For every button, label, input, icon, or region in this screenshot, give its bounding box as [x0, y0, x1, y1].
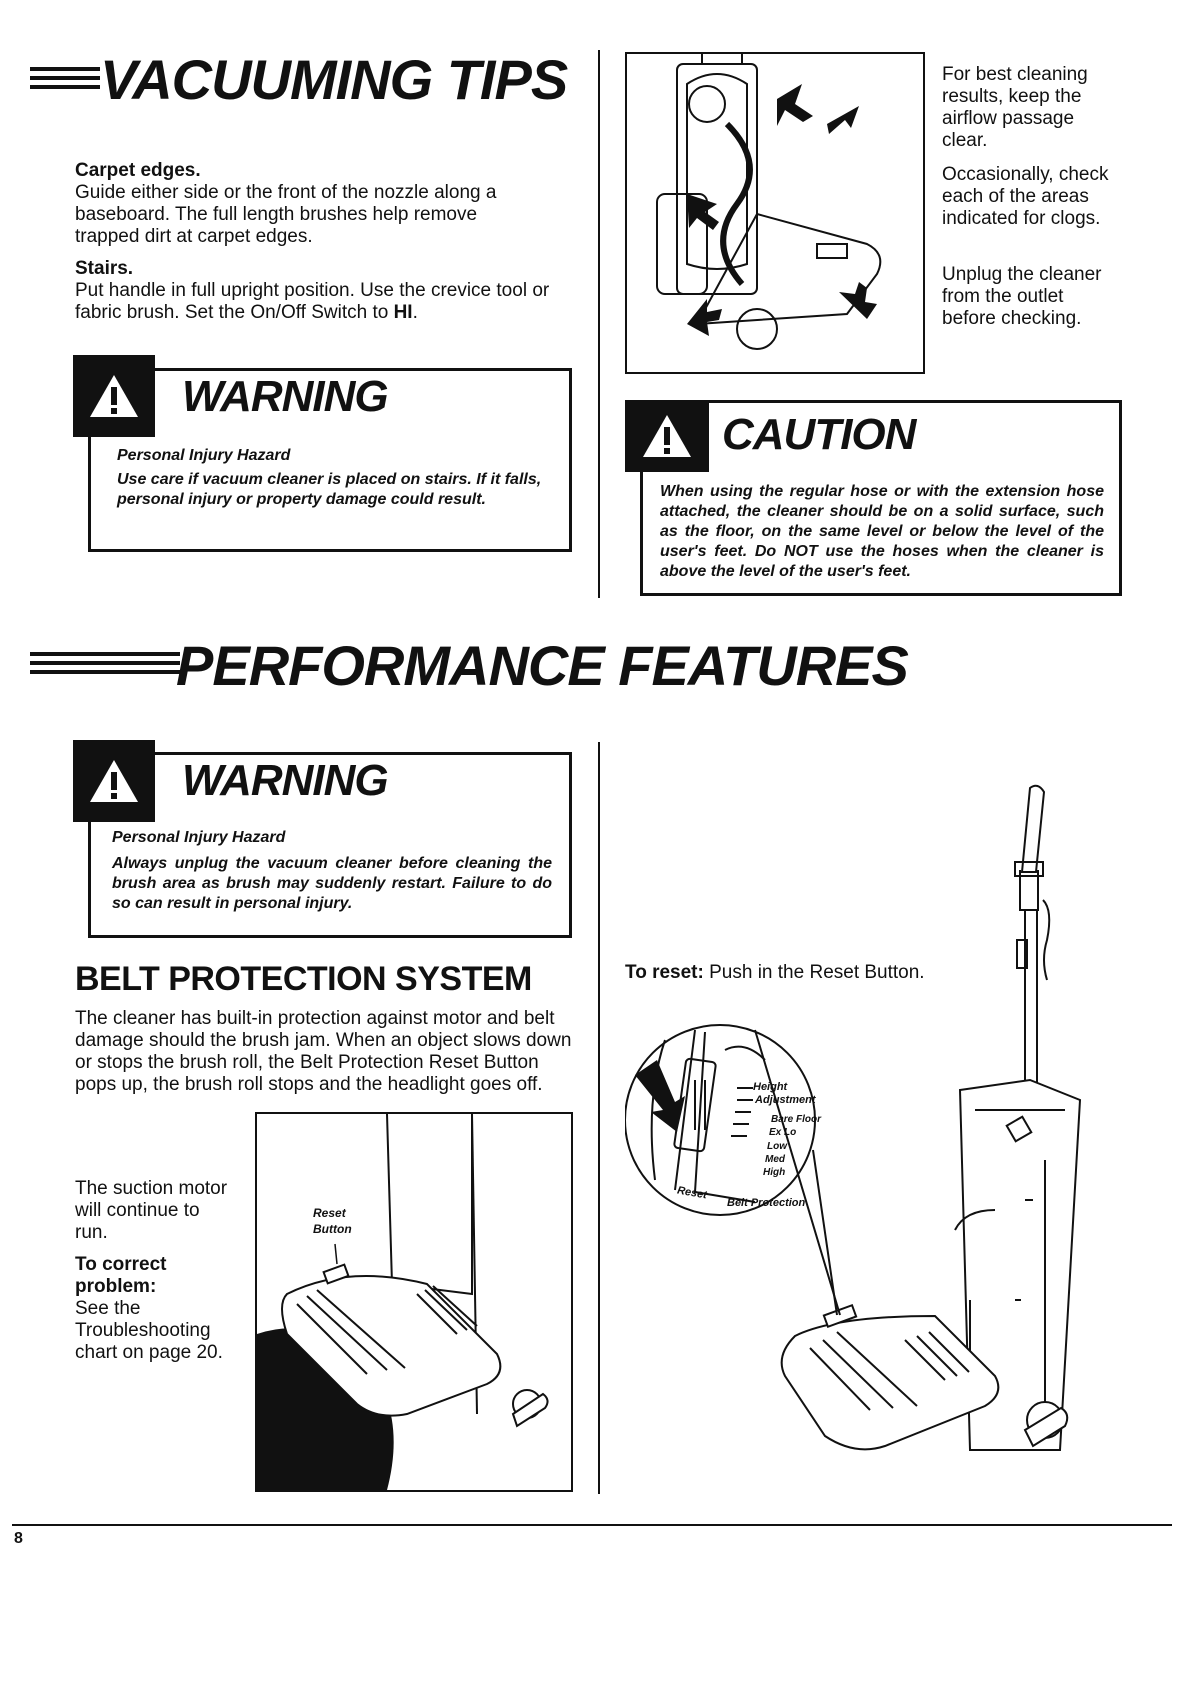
- warning-body-stairs: Use care if vacuum cleaner is placed on stairs. If it falls, personal injury or property damage could result.: [117, 471, 542, 508]
- belt-protection-heading: BELT PROTECTION SYSTEM: [75, 960, 532, 998]
- stairs-text-hi: HI: [393, 302, 413, 323]
- correct-problem-text: See the Troubleshooting chart on page 20.: [75, 1298, 223, 1363]
- warning-tab-stairs: [73, 355, 155, 437]
- column-divider-top: [598, 50, 600, 598]
- stairs-text-end: .: [412, 302, 418, 323]
- stairs-text: [75, 280, 575, 324]
- warning-title-stairs: WARNING: [182, 372, 388, 421]
- page-number: 8: [14, 1530, 23, 1547]
- airflow-figure: [625, 52, 925, 374]
- reset-button-label-1: Reset: [313, 1206, 346, 1220]
- warning-subtitle-brush: Personal Injury Hazard: [112, 829, 286, 846]
- reset-label: To reset:: [625, 962, 704, 983]
- airflow-text-2: Occasionally, check each of the areas indicated for clogs.: [942, 164, 1109, 229]
- dial-label-med: Med: [765, 1154, 785, 1165]
- upright-vacuum-figure: [625, 780, 1125, 1480]
- performance-features-title: PERFORMANCE FEATURES: [176, 634, 908, 697]
- airflow-text-1: For best cleaning results, keep the airflow passage clear.: [942, 64, 1088, 151]
- warning-subtitle-stairs: Personal Injury Hazard: [117, 447, 291, 464]
- belt-protection-body: The cleaner has built-in protection against motor and belt damage should the brush jam. When an object slows down or stops the brush roll, the Belt Protection Reset Button pops up, the brush roll stops and the headlight goes off.: [75, 1008, 572, 1095]
- dial-label-reset: Reset: [676, 1184, 708, 1202]
- carpet-edges-heading: Carpet edges.: [75, 160, 201, 181]
- vacuum-airflow-illustration: [627, 54, 923, 372]
- dial-label-low: Low: [767, 1141, 787, 1152]
- warning-triangle-icon: [88, 373, 140, 419]
- dial-label-bare-floor: Bare Floor: [771, 1114, 822, 1125]
- warning-title-brush: WARNING: [182, 756, 388, 805]
- reset-text: Push in the Reset Button.: [703, 962, 925, 983]
- reset-button-figure: [255, 1112, 573, 1492]
- title-rule-lines: [30, 60, 100, 96]
- vacuuming-tips-title: VACUUMING TIPS: [100, 48, 568, 111]
- dial-label-belt-protection: Belt Protection: [727, 1197, 806, 1209]
- caution-body: When using the regular hose or with the extension hose attached, the cleaner should be on a solid surface, such as the floor, on the same level or below the level of the user's feet. Do NOT use the hoses when the cleaner is above the level of the user's feet.: [660, 483, 1104, 580]
- footer-rule: [12, 1524, 1172, 1526]
- carpet-edges-text: Guide either side or the front of the nozzle along a baseboard. The full length brushes help remove trapped dirt at carpet edges.: [75, 182, 497, 247]
- correct-problem-heading: To correct problem:: [75, 1254, 167, 1297]
- warning-triangle-icon: [641, 413, 693, 459]
- warning-triangle-icon: [88, 758, 140, 804]
- dial-label-high: High: [763, 1167, 786, 1178]
- column-divider-bottom: [598, 742, 600, 1494]
- upright-vacuum-illustration: [625, 780, 1125, 1480]
- warning-tab-brush: [73, 740, 155, 822]
- dial-label-height: Height: [753, 1081, 788, 1093]
- stairs-heading: Stairs.: [75, 258, 134, 279]
- nozzle-reset-illustration: [257, 1114, 571, 1490]
- title-rule-lines: [30, 645, 180, 681]
- airflow-text-3: Unplug the cleaner from the outlet before checking.: [942, 264, 1102, 329]
- caution-tab: [625, 400, 709, 472]
- caution-title: CAUTION: [722, 410, 916, 459]
- dial-label-adjustment: Adjustment: [755, 1094, 816, 1106]
- warning-body-brush: Always unplug the vacuum cleaner before cleaning the brush area as brush may suddenly restart. Failure to do so can result in personal injury.: [112, 855, 552, 912]
- suction-note: The suction motor will continue to run.: [75, 1178, 228, 1243]
- stairs-text-main: Put handle in full upright position. Use the crevice tool or fabric brush. Set the On/Off Switch to: [75, 280, 550, 323]
- reset-button-label-2: Button: [313, 1222, 352, 1236]
- dial-label-ex-lo: Ex Lo: [769, 1127, 797, 1138]
